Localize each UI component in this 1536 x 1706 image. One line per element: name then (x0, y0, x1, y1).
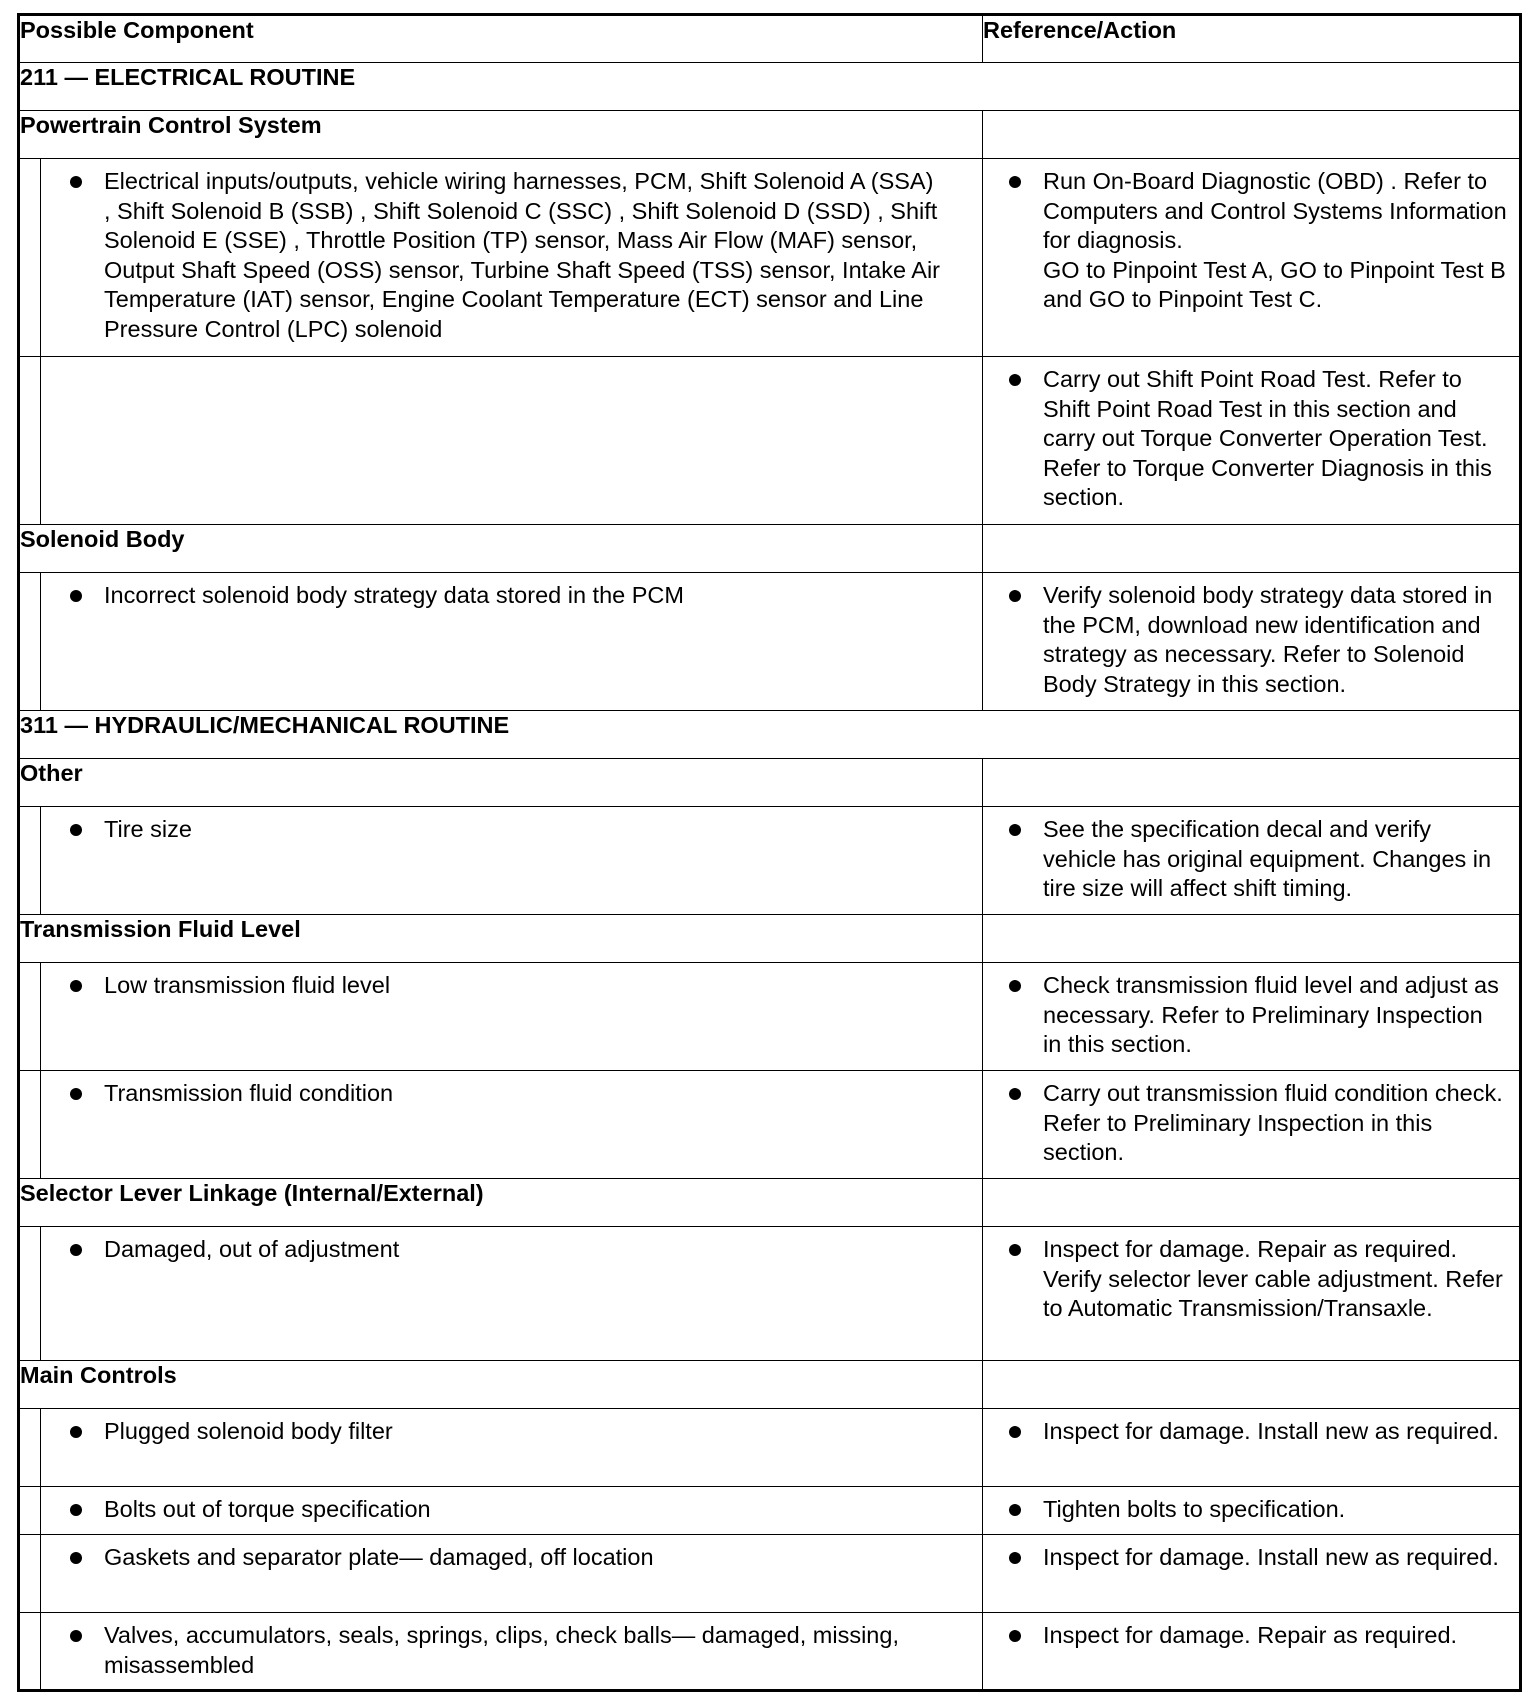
table-header-row (19, 15, 1521, 63)
component-cell (41, 1613, 983, 1691)
bullet-icon (70, 590, 82, 602)
group-row-other (19, 759, 1521, 807)
table-row (19, 1071, 1521, 1179)
table-row (19, 1535, 1521, 1613)
action-text: Inspect for damage. Repair as required. Verify selector lever cable adjustment. Refer to Automatic Transmission/Transaxle. (1043, 1236, 1503, 1321)
action-cell (983, 1227, 1521, 1361)
action-text: Tighten bolts to specification. (1043, 1496, 1346, 1522)
bullet-icon (1009, 374, 1021, 386)
indent-cell (19, 807, 41, 915)
action-cell (983, 573, 1521, 711)
bullet-icon (1009, 1244, 1021, 1256)
table-row (19, 807, 1521, 915)
bullet-icon (1009, 1630, 1021, 1642)
group-action-empty (983, 1179, 1521, 1227)
indent-cell (19, 1071, 41, 1179)
indent-cell (19, 963, 41, 1071)
component-text: Damaged, out of adjustment (104, 1236, 400, 1262)
component-cell (41, 807, 983, 915)
bullet-icon (70, 176, 82, 188)
section-title: 311 — HYDRAULIC/MECHANICAL ROUTINE (19, 711, 1521, 759)
action-text: Verify solenoid body strategy data stored in the PCM, download new identification and strategy as necessary. Refer to Solenoid Body Strategy in this section. (1043, 582, 1493, 697)
table-row (19, 1409, 1521, 1487)
column-header-action: Reference/Action (983, 15, 1521, 63)
component-text: Plugged solenoid body filter (104, 1418, 393, 1444)
bullet-icon (70, 980, 82, 992)
indent-cell (19, 1535, 41, 1613)
bullet-icon (1009, 980, 1021, 992)
component-cell (41, 1227, 983, 1361)
bullet-icon (1009, 176, 1021, 188)
component-text: Electrical inputs/outputs, vehicle wiring harnesses, PCM, Shift Solenoid A (SSA) , Shift Solenoid B (SSB) , Shift Solenoid C (SSC) , Shift Solenoid D (SSD) , Shift Solenoid E (SSE) , Throttle Position (TP) sensor, Mass Air Flow (MAF) sensor, Output Shaft Speed (OSS) sensor, Turbine Shaft Speed (TSS) sensor, Intake Air Temperature (IAT) sensor, Engine Coolant Temperature (ECT) sensor and Line Pressure Control (LPC) solenoid (104, 168, 941, 342)
action-text-continued: GO to Pinpoint Test A, GO to Pinpoint Test B and GO to Pinpoint Test C. (1043, 256, 1506, 312)
component-cell (41, 1409, 983, 1487)
action-cell (983, 159, 1521, 357)
component-cell (41, 963, 983, 1071)
bullet-icon (70, 1426, 82, 1438)
group-row-fluid-level (19, 915, 1521, 963)
section-row-hydraulic (19, 711, 1521, 759)
indent-cell (19, 573, 41, 711)
action-text: See the specification decal and verify vehicle has original equipment. Changes in tire size will affect shift timing. (1043, 816, 1492, 901)
bullet-icon (70, 1244, 82, 1256)
action-cell (983, 1409, 1521, 1487)
action-cell (983, 963, 1521, 1071)
table-row (19, 357, 1521, 525)
action-text: Inspect for damage. Install new as required. (1043, 1418, 1499, 1444)
section-title: 211 — ELECTRICAL ROUTINE (19, 63, 1521, 111)
group-label: Transmission Fluid Level (19, 915, 983, 963)
bullet-icon (1009, 824, 1021, 836)
component-cell (41, 357, 983, 525)
component-text: Tire size (104, 816, 192, 842)
column-header-component: Possible Component (19, 15, 983, 63)
bullet-icon (1009, 1426, 1021, 1438)
bullet-icon (70, 1088, 82, 1100)
diagnosis-table (17, 13, 1522, 1692)
component-text: Bolts out of torque specification (104, 1496, 431, 1522)
action-text: Inspect for damage. Repair as required. (1043, 1622, 1458, 1648)
group-label: Powertrain Control System (19, 111, 983, 159)
action-text: Carry out transmission fluid condition check. Refer to Preliminary Inspection in this section. (1043, 1080, 1503, 1165)
indent-cell (19, 1487, 41, 1535)
component-text: Gaskets and separator plate— damaged, off location (104, 1544, 654, 1570)
bullet-icon (1009, 590, 1021, 602)
group-row-selector-lever (19, 1179, 1521, 1227)
indent-cell (19, 1227, 41, 1361)
bullet-icon (1009, 1552, 1021, 1564)
group-label: Solenoid Body (19, 525, 983, 573)
group-action-empty (983, 525, 1521, 573)
bullet-icon (70, 824, 82, 836)
table-row (19, 963, 1521, 1071)
group-row-solenoid-body (19, 525, 1521, 573)
bullet-icon (1009, 1088, 1021, 1100)
table-row (19, 1487, 1521, 1535)
component-text: Transmission fluid condition (104, 1080, 394, 1106)
indent-cell (19, 159, 41, 357)
action-text: Carry out Shift Point Road Test. Refer to Shift Point Road Test in this section and carry out Torque Converter Operation Test. Refer to Torque Converter Diagnosis in this section. (1043, 366, 1492, 510)
table-row (19, 1613, 1521, 1691)
component-cell (41, 573, 983, 711)
group-action-empty (983, 915, 1521, 963)
indent-cell (19, 357, 41, 525)
action-text: Check transmission fluid level and adjust as necessary. Refer to Preliminary Inspection in this section. (1043, 972, 1499, 1057)
group-row-powertrain (19, 111, 1521, 159)
action-text: Run On-Board Diagnostic (OBD) . Refer to Computers and Control Systems Information for diagnosis. (1043, 168, 1507, 253)
bullet-icon (1009, 1504, 1021, 1516)
component-text: Incorrect solenoid body strategy data stored in the PCM (104, 582, 684, 608)
indent-cell (19, 1409, 41, 1487)
group-row-main-controls (19, 1361, 1521, 1409)
section-row-electrical (19, 63, 1521, 111)
bullet-icon (70, 1552, 82, 1564)
action-cell (983, 1071, 1521, 1179)
action-cell (983, 1487, 1521, 1535)
indent-cell (19, 1613, 41, 1691)
group-label: Main Controls (19, 1361, 983, 1409)
action-cell (983, 1535, 1521, 1613)
component-cell (41, 1071, 983, 1179)
group-label: Other (19, 759, 983, 807)
table-row (19, 1227, 1521, 1361)
table-row (19, 573, 1521, 711)
group-label: Selector Lever Linkage (Internal/External) (19, 1179, 983, 1227)
action-cell (983, 1613, 1521, 1691)
diagnosis-document (17, 13, 1519, 1692)
group-action-empty (983, 1361, 1521, 1409)
bullet-icon (70, 1630, 82, 1642)
component-text: Valves, accumulators, seals, springs, clips, check balls— damaged, missing, misassembled (104, 1622, 899, 1678)
component-text: Low transmission fluid level (104, 972, 391, 998)
component-cell (41, 1535, 983, 1613)
component-cell (41, 159, 983, 357)
group-action-empty (983, 111, 1521, 159)
table-row (19, 159, 1521, 357)
bullet-icon (70, 1504, 82, 1516)
action-cell (983, 807, 1521, 915)
action-cell (983, 357, 1521, 525)
action-text: Inspect for damage. Install new as required. (1043, 1544, 1499, 1570)
group-action-empty (983, 759, 1521, 807)
component-cell (41, 1487, 983, 1535)
